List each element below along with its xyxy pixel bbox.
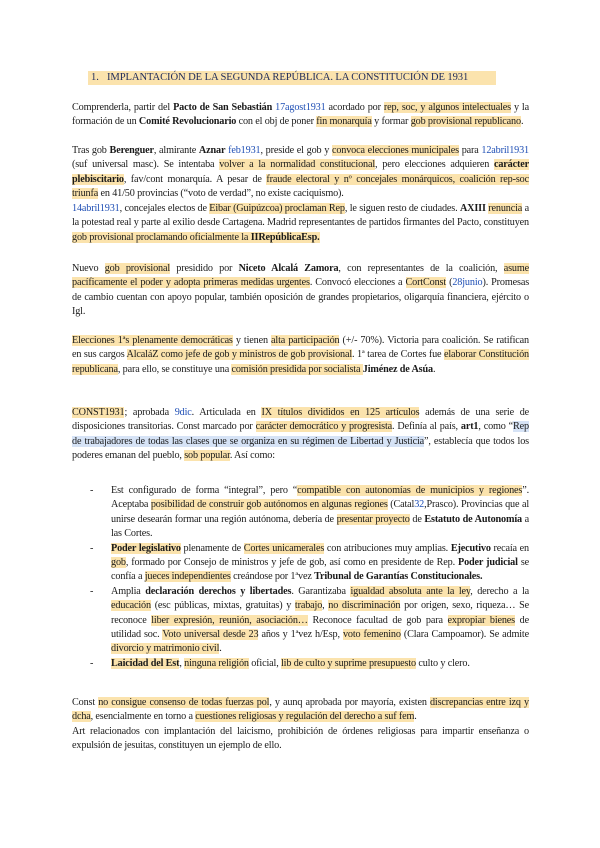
highlight-bold: IIRepúblicaEsp. <box>250 231 320 243</box>
text: oficial, <box>248 657 281 669</box>
text: (Catal <box>387 499 415 511</box>
heading-number: 1. <box>91 72 99 83</box>
text: . Definía al país, <box>392 421 461 433</box>
date-highlight: 28junio <box>452 277 483 289</box>
highlight: jueces independientes <box>144 571 231 583</box>
text: Est configurado de forma “integral”, pero “ <box>111 485 298 496</box>
highlight: alta participación <box>271 335 340 346</box>
highlight: no consigue consenso de todas fuerzas pol <box>98 697 270 708</box>
highlight: asume pacíficamente el poder y adopta primeras medidas urgentes <box>72 263 529 289</box>
highlight: CortConst <box>405 277 447 289</box>
highlight: no discriminación <box>328 600 401 612</box>
highlight: gob provisional republicano <box>410 116 521 128</box>
highlight-bold: Poder legislativo <box>111 542 181 554</box>
date-highlight: 17agost1931 <box>275 102 326 113</box>
text-bold: Jiménez de Asúa <box>362 363 433 375</box>
highlight-quote: Rep de trabajadores de todas las clases que se organiza en su régimen de Libertad y Justicia <box>72 421 529 447</box>
highlight: Cortes unicamerales <box>243 542 325 554</box>
highlight: voto femenino <box>342 629 401 641</box>
text: de utilidad soc. <box>111 614 529 641</box>
text-bold: Pacto de San Sebastián <box>173 102 273 113</box>
highlight: divorcio y matrimonio civil <box>111 643 220 655</box>
text: de <box>409 513 425 525</box>
text: , y aunq aprobada por mayoría, existen <box>269 697 430 708</box>
text-bold: Comité Revolucionario <box>138 116 237 128</box>
highlight: discrepancias entre izq y dcha <box>72 697 529 723</box>
highlight-bold: Laicidad del Est <box>111 657 180 669</box>
text: . Convocó elecciones a <box>309 277 406 289</box>
list-item <box>72 542 529 585</box>
date-highlight: 12abril1931 <box>481 145 530 156</box>
text: . <box>414 711 417 723</box>
paragraph-elecciones <box>72 334 529 377</box>
highlight: carácter democrático y progresista <box>255 421 393 433</box>
text: Amplia <box>111 585 146 597</box>
text-bold: art1 <box>460 421 479 433</box>
text: (esc públicas, mixtas, gratuitas) y <box>150 600 295 612</box>
text: Comprenderla, partir del <box>72 102 174 113</box>
text: Nuevo <box>72 263 105 274</box>
text: , fav/cont monarquía. A pesar de <box>123 173 267 185</box>
text: , concejales electos de <box>119 203 210 214</box>
paragraph-const1931 <box>72 406 529 464</box>
text: . <box>520 116 524 128</box>
text: y formar <box>371 116 411 128</box>
highlight: CONST1931 <box>72 407 125 418</box>
paragraph-berenguer <box>72 144 529 202</box>
text-bold: AXIII <box>459 203 486 214</box>
highlight: fraude electoral y nº concejales monárquicos, coalición rep-soc triunfa <box>72 173 529 200</box>
text: . Articulada en <box>191 407 262 418</box>
text: Reconoce facultad de gob para <box>307 614 448 626</box>
highlight: liber expresión, reunión, asociación… <box>151 614 308 626</box>
highlight: Eibar (Guipúzcoa) proclaman Rep <box>209 203 345 214</box>
text-bold: Estatuto de Autonomía <box>424 513 522 525</box>
highlight: comisión presidida por socialista <box>231 363 363 375</box>
text: plenamente de <box>180 542 244 554</box>
text: con el obj de poner <box>236 116 317 128</box>
date-highlight: 9dic <box>174 407 192 418</box>
text-bold: Tribunal de Garantías Constitucionales. <box>314 571 483 583</box>
text: presidido por <box>170 263 239 274</box>
text: , formado por Consejo de ministros y jefe de gob, así como en presidente de Rep. <box>125 557 459 569</box>
text: a la potestad real y parte al exilio desde Cartagena. Madrid representantes de partidos firmantes del Pacto, constituyen <box>72 203 529 229</box>
text: por origen, sexo, riqueza… Se reconoce <box>111 600 530 626</box>
section-heading <box>88 71 496 85</box>
highlight: posibilidad de construir gob autónomos en algunas regiones <box>150 499 388 511</box>
text: recaía en <box>490 542 529 554</box>
text: ”, establecía que todos los poderes emanan del pueblo, <box>72 435 529 462</box>
paragraph-gob-provisional <box>72 262 529 320</box>
text-bold: Ejecutivo <box>450 542 491 554</box>
paragraph-proclamacion <box>72 202 529 245</box>
text: Art relacionados con implantación del laicismo, prohibición de órdenes religiosas para impartir enseñanza o expulsión de jesuitas, constituyen un ejemplo de ello. <box>72 726 529 752</box>
text: Tras gob <box>72 145 110 156</box>
paragraph-pacto-san-sebastian <box>72 101 529 130</box>
highlight: educación <box>111 600 151 612</box>
bullet-dash: - <box>90 585 94 597</box>
text: para <box>458 145 482 156</box>
text: años y 1ªvez h/Esp, <box>258 629 343 641</box>
text: , <box>179 657 185 669</box>
text: culto y clero. <box>415 657 470 669</box>
text: ,Prasco). Provincias que al unirse desearán formar una región autónoma, debería de <box>111 499 529 525</box>
bullet-dash: - <box>90 542 94 554</box>
text: . Garantizaba <box>291 585 351 597</box>
text: (+/- 70%). Victoria para coalición. Se ratifican en sus cargos <box>72 335 529 361</box>
paragraph-laicismo <box>72 725 529 754</box>
text: , como “ <box>478 421 514 433</box>
highlight-bold: carácter plebiscitario <box>72 159 529 185</box>
highlight: fin monarquía <box>316 116 372 128</box>
text: ). Promesas de cambio cuentan con apoyo popular, también oposición de grandes propietarios, oligarquía financiera, ejército o Igl. <box>72 277 530 318</box>
text: (Clara Campoamor). Se admite <box>400 629 529 641</box>
text-bold: Niceto Alcalá Zamora <box>238 263 339 274</box>
highlight: gob provisional proclamando oficialmente la <box>72 231 251 243</box>
constitution-features-list <box>72 484 529 671</box>
highlight: presentar proyecto <box>336 513 410 525</box>
text: . Así como: <box>229 450 275 462</box>
heading-title: IMPLANTACIÓN DE LA SEGUNDA REPÚBLICA. LA CONSTITUCIÓN DE 1931 <box>107 72 469 83</box>
list-item <box>72 484 529 542</box>
text: ”. Aceptaba <box>111 485 529 511</box>
text: (suf universal masc). Se intentaba <box>72 159 220 171</box>
date-highlight: 14abril1931 <box>72 203 120 214</box>
highlight: compatible con autonomías de municipios y regiones <box>297 485 523 496</box>
text-bold: Poder judicial <box>458 557 518 569</box>
text: , le siguen resto de ciudades. <box>344 203 460 214</box>
text: . <box>432 363 436 375</box>
text-bold: Aznar <box>198 145 226 156</box>
text: Const <box>72 697 99 708</box>
text: a las Cortes. <box>111 513 529 540</box>
text: . 1ª tarea de Cortes fue <box>352 349 444 361</box>
list-item <box>72 657 529 671</box>
highlight: volver a la normalidad constitucional <box>219 159 376 171</box>
highlight: IX títulos divididos en 125 artículos <box>261 407 420 418</box>
highlight: lib de culto y suprime presupuesto <box>281 657 416 669</box>
text: con atribuciones muy amplias. <box>324 542 451 554</box>
text: y la formación de un <box>72 102 529 128</box>
highlight: gob provisional <box>104 263 171 274</box>
highlight: elaborar Constitución republicana <box>72 349 529 375</box>
text: ; aprobada <box>124 407 175 418</box>
text: , derecho a la <box>470 585 530 597</box>
text-bold: Berenguer <box>109 145 154 156</box>
highlight: ninguna religión <box>184 657 249 669</box>
highlight: igualdad absoluta ante la ley <box>350 585 471 597</box>
bullet-dash: - <box>90 657 94 669</box>
highlight: Voto universal desde 23 <box>162 629 259 641</box>
date-highlight: feb1931 <box>228 145 261 156</box>
text: , con representantes de la coalición, <box>338 263 504 274</box>
highlight: convoca elecciones municipales <box>331 145 459 156</box>
text: en 41/50 provincias (“voto de verdad”, no existe caciquismo). <box>98 188 344 200</box>
highlight: rep, soc, y algunos intelectuales <box>383 102 511 113</box>
text: . <box>219 643 222 655</box>
highlight: cuestiones religiosas y regulación del derecho a suf fem <box>195 711 415 723</box>
text: acordado por <box>325 102 384 113</box>
text: , preside el gob y <box>260 145 332 156</box>
text: creándose por 1ªvez <box>230 571 315 583</box>
highlight: renuncia <box>488 203 523 214</box>
text: , almirante <box>153 145 199 156</box>
highlight: gob <box>111 557 126 569</box>
text-bold: declaración derechos y libertades <box>145 585 292 597</box>
bullet-dash: - <box>90 485 94 496</box>
paragraph-consenso <box>72 696 529 725</box>
text: se confía a <box>111 557 530 583</box>
list-item <box>72 585 529 657</box>
highlight: sob popular <box>184 450 230 462</box>
date-highlight: 32 <box>414 499 425 511</box>
text: , pero elecciones adquieren <box>375 159 494 171</box>
text: y tienen <box>232 335 272 346</box>
text: , esencialmente en torno a <box>90 711 196 723</box>
text: , <box>322 600 329 612</box>
text: ( <box>446 277 453 289</box>
highlight: expropiar bienes <box>447 614 515 626</box>
highlight: trabajo <box>294 600 323 612</box>
highlight: Elecciones 1ªs plenamente democráticas <box>72 335 233 346</box>
text: además de una serie de disposiciones transitorias. Const marcado por <box>72 407 530 433</box>
text: , para ello, se constituye una <box>117 363 232 375</box>
highlight: AlcaláZ como jefe de gob y ministros de gob provisional <box>126 349 353 361</box>
